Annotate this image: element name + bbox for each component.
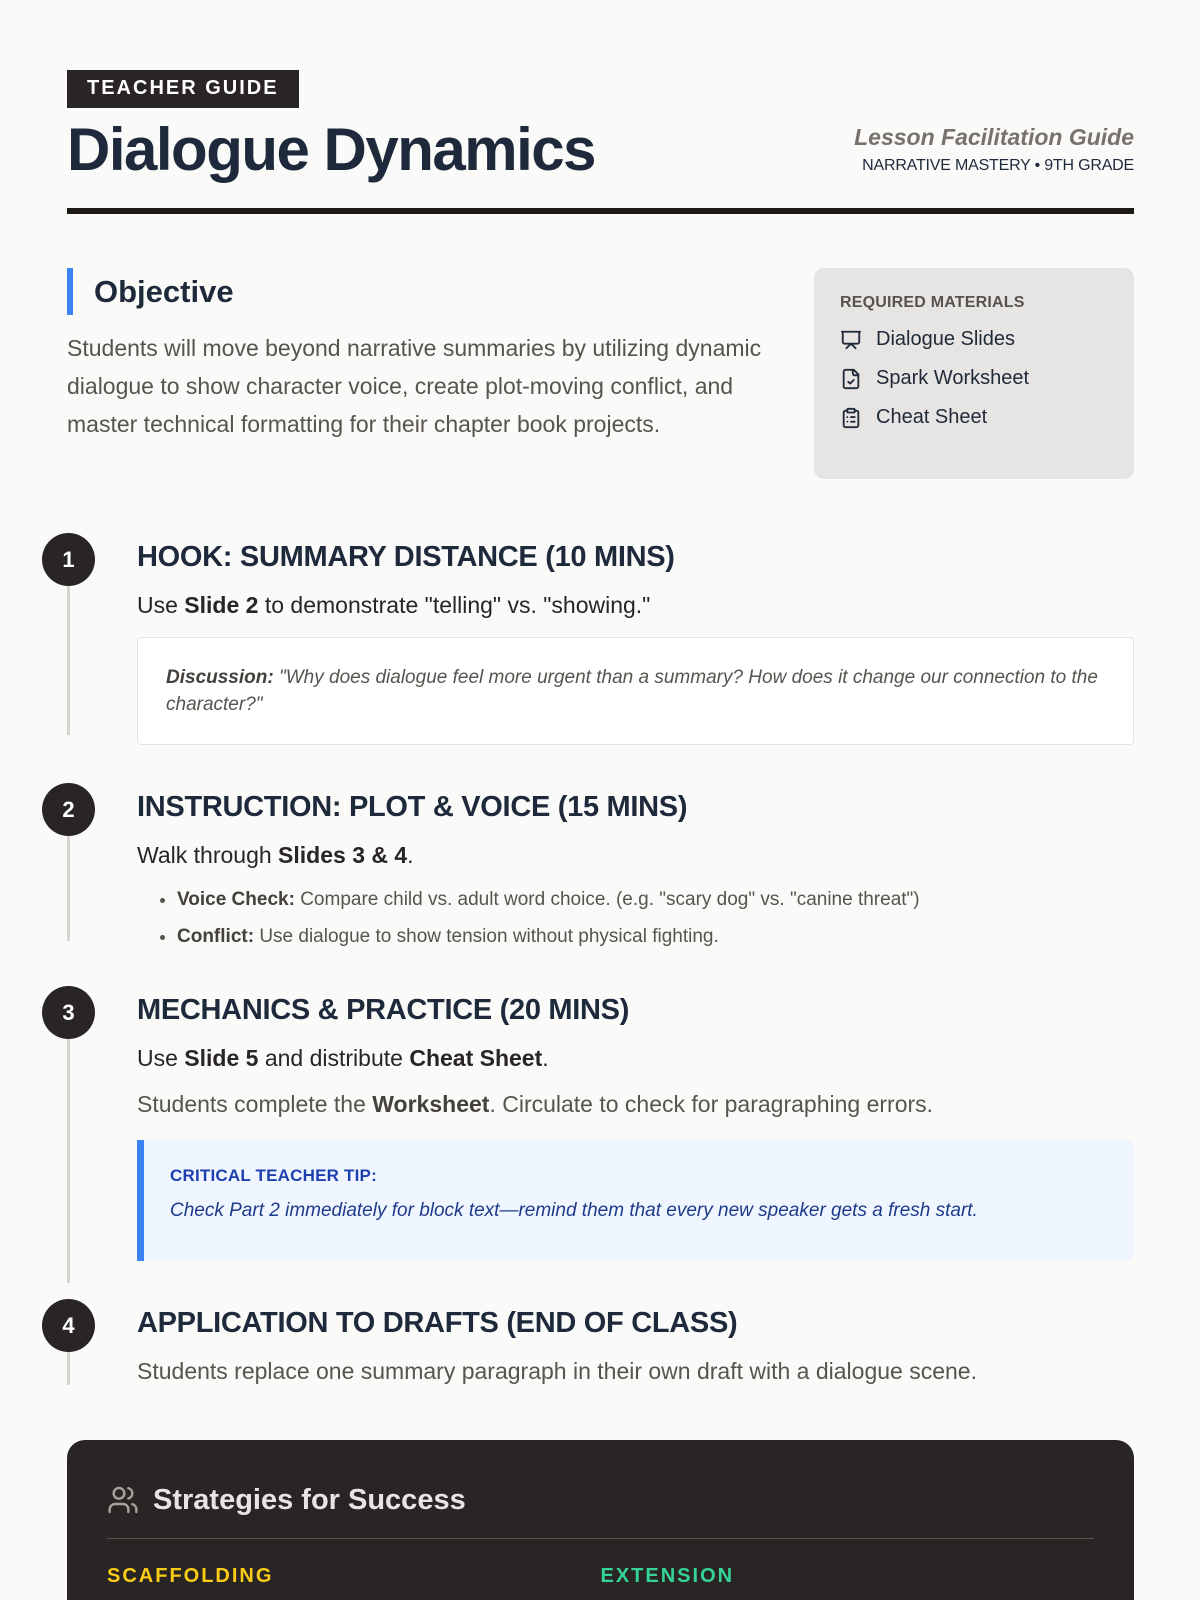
- step-number: 2: [42, 783, 95, 836]
- strategies-heading: [107, 1480, 1094, 1520]
- file-check-icon: [840, 368, 862, 390]
- discussion-box: [137, 637, 1134, 745]
- clipboard-list-icon: [840, 407, 862, 429]
- material-item: [840, 367, 1108, 390]
- scaffolding-label: SCAFFOLDING: [107, 1565, 274, 1587]
- objective-section: [67, 268, 767, 443]
- material-label: Cheat Sheet: [876, 406, 988, 428]
- discussion-text: "Why does dialogue feel more urgent than a summary? How does it change our connection to the character?": [166, 667, 1098, 715]
- step-body: [137, 533, 1134, 745]
- guide-label: Lesson Facilitation Guide: [854, 124, 1134, 150]
- step-bullet-list: [137, 881, 1134, 955]
- step-title: MECHANICS & PRACTICE (20 MINS): [137, 994, 630, 1026]
- header-meta: [854, 124, 1134, 175]
- material-label: Dialogue Slides: [876, 328, 1015, 350]
- page-title: Dialogue Dynamics: [67, 116, 596, 183]
- list-item: • Voice Check: Compare child vs. adult word choice. (e.g. "scary dog" vs. "canine threat"): [177, 881, 1134, 918]
- step-timeline-line: [67, 836, 70, 941]
- step-text: Walk through Slides 3 & 4.: [137, 842, 414, 868]
- objective-title: Objective: [94, 273, 234, 309]
- grade-label: NARRATIVE MASTERY • 9TH GRADE: [862, 157, 1134, 174]
- strategies-title: Strategies for Success: [153, 1483, 466, 1516]
- strategies-columns: [107, 1565, 1094, 1588]
- teacher-tip-callout: [137, 1140, 1134, 1261]
- list-item: • Conflict: Use dialogue to show tension without physical fighting.: [177, 918, 1134, 955]
- discussion-label: Discussion:: [166, 667, 274, 688]
- step-text: Students replace one summary paragraph in their own draft with a dialogue scene.: [137, 1358, 977, 1384]
- step-timeline-line: [67, 1352, 70, 1385]
- objective-accent-bar: [67, 268, 73, 315]
- step-timeline-line: [67, 586, 70, 735]
- extension-label: EXTENSION: [600, 1565, 735, 1587]
- tip-title: CRITICAL TEACHER TIP:: [170, 1166, 377, 1185]
- lesson-guide-page: [62, 70, 1134, 1587]
- step-body: [137, 783, 1134, 955]
- step-text: Use Slide 2 to demonstrate "telling" vs. "showing.": [137, 592, 651, 618]
- materials-title: REQUIRED MATERIALS: [840, 294, 1025, 311]
- material-item: [840, 406, 1108, 429]
- required-materials-card: [814, 268, 1134, 479]
- header-divider: [67, 208, 1134, 214]
- step-text-secondary: Students complete the Worksheet. Circulate to check for paragraphing errors.: [137, 1091, 934, 1117]
- step-body: [137, 986, 1134, 1261]
- material-label: Spark Worksheet: [876, 367, 1030, 389]
- step-number: 3: [42, 986, 95, 1039]
- step-title: APPLICATION TO DRAFTS (END OF CLASS): [137, 1307, 738, 1339]
- step-title: INSTRUCTION: PLOT & VOICE (15 MINS): [137, 791, 688, 823]
- objective-heading: [67, 268, 767, 315]
- strategies-panel: [67, 1440, 1134, 1600]
- tip-text: Check Part 2 immediately for block text—remind them that every new speaker gets a fresh start.: [170, 1200, 978, 1221]
- material-item: [840, 328, 1108, 351]
- step-number: 1: [42, 533, 95, 586]
- step-title: HOOK: SUMMARY DISTANCE (10 MINS): [137, 541, 675, 573]
- users-icon: [107, 1484, 139, 1516]
- objective-text: Students will move beyond narrative summaries by utilizing dynamic dialogue to show character voice, create plot-moving conflict, and master technical formatting for their chapter book projects.: [67, 335, 762, 437]
- step-number: 4: [42, 1299, 95, 1352]
- step-timeline-line: [67, 1039, 70, 1283]
- presentation-icon: [840, 329, 862, 351]
- step-text: Use Slide 5 and distribute Cheat Sheet.: [137, 1045, 549, 1071]
- strategies-divider: [107, 1538, 1094, 1539]
- teacher-guide-badge: TEACHER GUIDE: [67, 70, 299, 108]
- step-body: [137, 1299, 1134, 1387]
